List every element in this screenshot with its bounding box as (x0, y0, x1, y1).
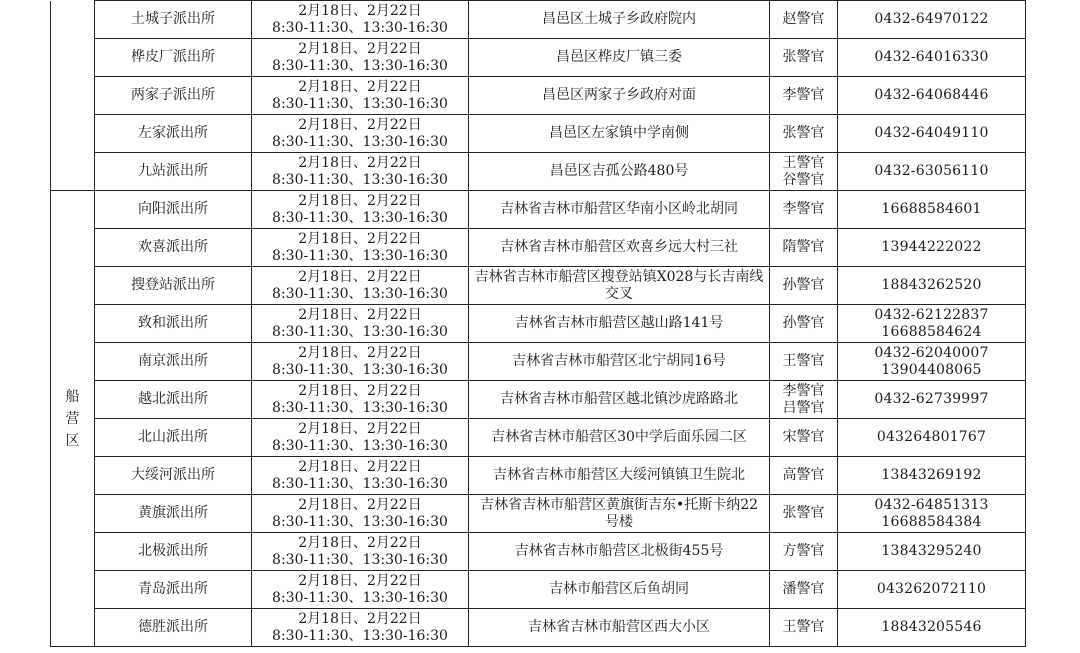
phone-number: 043264801767 (876, 429, 987, 445)
phone-cell (838, 229, 1026, 267)
service-time (252, 609, 469, 647)
service-dates: 2月18日、2月22日 (298, 534, 422, 551)
officer-name: 吕警官 (782, 399, 825, 416)
service-dates: 2月18日、2月22日 (298, 344, 422, 361)
service-dates: 2月18日、2月22日 (298, 382, 422, 399)
service-hours: 8:30-11:30、13:30-16:30 (272, 171, 448, 188)
table-row (51, 419, 1026, 457)
officer-cell (770, 229, 838, 267)
station-name: 致和派出所 (95, 305, 252, 343)
table-row (51, 1, 1026, 39)
officer-cell (770, 191, 838, 229)
officer-name: 张警官 (782, 125, 825, 141)
service-hours: 8:30-11:30、13:30-16:30 (272, 513, 448, 530)
table-row (51, 533, 1026, 571)
table-row (51, 343, 1026, 381)
phone-cell (838, 77, 1026, 115)
officer-name: 潘警官 (782, 581, 825, 597)
service-dates: 2月18日、2月22日 (298, 610, 422, 627)
phone-number: 0432-62122837 (874, 306, 989, 323)
police-station-schedule-table (50, 0, 1026, 647)
officer-name: 赵警官 (782, 11, 825, 27)
phone-cell (838, 381, 1026, 419)
service-time (252, 229, 469, 267)
station-name: 北极派出所 (95, 533, 252, 571)
officer-name: 张警官 (782, 505, 825, 521)
officer-cell (770, 1, 838, 39)
service-hours: 8:30-11:30、13:30-16:30 (272, 57, 448, 74)
station-address: 昌邑区两家子乡政府对面 (469, 77, 770, 115)
phone-cell (838, 115, 1026, 153)
service-time (252, 191, 469, 229)
officer-name: 谷警官 (782, 171, 825, 188)
phone-number: 0432-64970122 (874, 11, 989, 27)
table-row (51, 571, 1026, 609)
table-row (51, 305, 1026, 343)
table-row (51, 115, 1026, 153)
service-dates: 2月18日、2月22日 (298, 306, 422, 323)
table-row (51, 229, 1026, 267)
phone-cell (838, 39, 1026, 77)
service-dates: 2月18日、2月22日 (298, 420, 422, 437)
table-row (51, 191, 1026, 229)
service-dates: 2月18日、2月22日 (298, 458, 422, 475)
phone-cell (838, 457, 1026, 495)
station-address: 吉林省吉林市船营区北宁胡同16号 (469, 343, 770, 381)
phone-number: 0432-64068446 (874, 87, 989, 103)
phone-cell (838, 533, 1026, 571)
phone-number: 0432-63056110 (874, 163, 989, 179)
station-address: 昌邑区左家镇中学南侧 (469, 115, 770, 153)
station-address: 吉林省吉林市船营区北极街455号 (469, 533, 770, 571)
table-row (51, 495, 1026, 533)
service-time (252, 533, 469, 571)
station-name: 越北派出所 (95, 381, 252, 419)
table-row (51, 381, 1026, 419)
officer-cell (770, 457, 838, 495)
service-dates: 2月18日、2月22日 (298, 192, 422, 209)
service-dates: 2月18日、2月22日 (298, 78, 422, 95)
phone-number: 16688584601 (881, 201, 982, 217)
phone-cell (838, 609, 1026, 647)
service-dates: 2月18日、2月22日 (298, 268, 422, 285)
table-row (51, 609, 1026, 647)
table-row (51, 267, 1026, 305)
service-dates: 2月18日、2月22日 (298, 40, 422, 57)
officer-name: 孙警官 (782, 315, 825, 331)
phone-cell (838, 305, 1026, 343)
service-hours: 8:30-11:30、13:30-16:30 (272, 133, 448, 150)
station-address: 吉林省吉林市船营区30中学后面乐园二区 (469, 419, 770, 457)
officer-cell (770, 609, 838, 647)
service-time (252, 267, 469, 305)
service-hours: 8:30-11:30、13:30-16:30 (272, 19, 448, 36)
officer-cell (770, 419, 838, 457)
table-body (51, 1, 1026, 647)
station-name: 九站派出所 (95, 153, 252, 191)
officer-cell (770, 77, 838, 115)
phone-cell (838, 153, 1026, 191)
phone-number: 18843205546 (881, 619, 982, 635)
service-time (252, 305, 469, 343)
table-row (51, 153, 1026, 191)
phone-cell (838, 571, 1026, 609)
phone-cell (838, 267, 1026, 305)
officer-name: 隋警官 (782, 239, 825, 255)
officer-name: 王警官 (782, 353, 825, 369)
service-time (252, 457, 469, 495)
phone-number: 0432-62739997 (874, 391, 989, 407)
service-hours: 8:30-11:30、13:30-16:30 (272, 95, 448, 112)
officer-cell (770, 343, 838, 381)
phone-number: 13843295240 (881, 543, 982, 559)
officer-cell (770, 39, 838, 77)
service-hours: 8:30-11:30、13:30-16:30 (272, 323, 448, 340)
station-address: 吉林省吉林市船营区越北镇沙虎路路北 (469, 381, 770, 419)
officer-name: 王警官 (782, 154, 825, 171)
station-name: 左家派出所 (95, 115, 252, 153)
station-address: 吉林市船营区后鱼胡同 (469, 571, 770, 609)
service-time (252, 571, 469, 609)
officer-name: 张警官 (782, 49, 825, 65)
officer-name: 李警官 (782, 87, 825, 103)
officer-cell (770, 153, 838, 191)
service-time (252, 419, 469, 457)
service-dates: 2月18日、2月22日 (298, 154, 422, 171)
station-name: 南京派出所 (95, 343, 252, 381)
officer-name: 李警官 (782, 382, 825, 399)
station-name: 搜登站派出所 (95, 267, 252, 305)
station-name: 欢喜派出所 (95, 229, 252, 267)
phone-number: 0432-62040007 (874, 344, 989, 361)
service-hours: 8:30-11:30、13:30-16:30 (272, 589, 448, 606)
service-hours: 8:30-11:30、13:30-16:30 (272, 285, 448, 302)
table-row (51, 39, 1026, 77)
service-time (252, 77, 469, 115)
district-cell-changyi (51, 1, 95, 191)
service-hours: 8:30-11:30、13:30-16:30 (272, 361, 448, 378)
service-hours: 8:30-11:30、13:30-16:30 (272, 209, 448, 226)
phone-number: 18843262520 (881, 277, 982, 293)
officer-name: 王警官 (782, 619, 825, 635)
service-dates: 2月18日、2月22日 (298, 2, 422, 19)
officer-cell (770, 115, 838, 153)
phone-cell (838, 419, 1026, 457)
station-name: 青岛派出所 (95, 571, 252, 609)
station-address: 昌邑区土城子乡政府院内 (469, 1, 770, 39)
officer-name: 宋警官 (782, 429, 825, 445)
district-label: 船营区 (65, 388, 80, 449)
station-address: 吉林省吉林市船营区欢喜乡远大村三社 (469, 229, 770, 267)
station-address: 吉林省吉林市船营区搜登站镇X028与长吉南线交叉 (469, 267, 770, 305)
phone-cell (838, 495, 1026, 533)
station-address: 昌邑区桦皮厂镇三委 (469, 39, 770, 77)
station-name: 黄旗派出所 (95, 495, 252, 533)
officer-cell (770, 381, 838, 419)
station-name: 两家子派出所 (95, 77, 252, 115)
phone-cell (838, 1, 1026, 39)
station-address: 吉林省吉林市船营区越山路141号 (469, 305, 770, 343)
phone-cell (838, 343, 1026, 381)
station-address: 吉林省吉林市船营区西大小区 (469, 609, 770, 647)
phone-number: 0432-64049110 (874, 125, 989, 141)
phone-number: 0432-64016330 (874, 49, 989, 65)
officer-name: 李警官 (782, 201, 825, 217)
officer-cell (770, 495, 838, 533)
phone-number: 13843269192 (881, 467, 982, 483)
station-name: 德胜派出所 (95, 609, 252, 647)
phone-number: 043262072110 (876, 581, 987, 597)
service-hours: 8:30-11:30、13:30-16:30 (272, 627, 448, 644)
officer-name: 孙警官 (782, 277, 825, 293)
officer-cell (770, 305, 838, 343)
phone-number: 16688584384 (881, 513, 982, 530)
district-cell (51, 191, 95, 647)
station-name: 桦皮厂派出所 (95, 39, 252, 77)
officer-cell (770, 533, 838, 571)
table-row (51, 457, 1026, 495)
service-hours: 8:30-11:30、13:30-16:30 (272, 437, 448, 454)
station-name: 土城子派出所 (95, 1, 252, 39)
service-time (252, 495, 469, 533)
service-time (252, 39, 469, 77)
service-hours: 8:30-11:30、13:30-16:30 (272, 551, 448, 568)
service-hours: 8:30-11:30、13:30-16:30 (272, 475, 448, 492)
service-dates: 2月18日、2月22日 (298, 572, 422, 589)
service-hours: 8:30-11:30、13:30-16:30 (272, 247, 448, 264)
station-name: 向阳派出所 (95, 191, 252, 229)
station-name: 北山派出所 (95, 419, 252, 457)
service-time (252, 1, 469, 39)
officer-name: 方警官 (782, 543, 825, 559)
service-dates: 2月18日、2月22日 (298, 230, 422, 247)
service-dates: 2月18日、2月22日 (298, 496, 422, 513)
officer-cell (770, 571, 838, 609)
phone-number: 16688584624 (881, 323, 982, 340)
officer-name: 高警官 (782, 467, 825, 483)
service-dates: 2月18日、2月22日 (298, 116, 422, 133)
service-time (252, 153, 469, 191)
service-time (252, 115, 469, 153)
officer-cell (770, 267, 838, 305)
service-time (252, 343, 469, 381)
station-address: 吉林省吉林市船营区黄旗街吉东•托斯卡纳22号楼 (469, 495, 770, 533)
phone-cell (838, 191, 1026, 229)
station-address: 昌邑区吉孤公路480号 (469, 153, 770, 191)
table-row (51, 77, 1026, 115)
phone-number: 13904408065 (881, 361, 982, 378)
station-name: 大绥河派出所 (95, 457, 252, 495)
phone-number: 13944222022 (881, 239, 982, 255)
station-address: 吉林省吉林市船营区华南小区岭北胡同 (469, 191, 770, 229)
service-time (252, 381, 469, 419)
station-address: 吉林省吉林市船营区大绥河镇镇卫生院北 (469, 457, 770, 495)
service-hours: 8:30-11:30、13:30-16:30 (272, 399, 448, 416)
phone-number: 0432-64851313 (874, 496, 989, 513)
